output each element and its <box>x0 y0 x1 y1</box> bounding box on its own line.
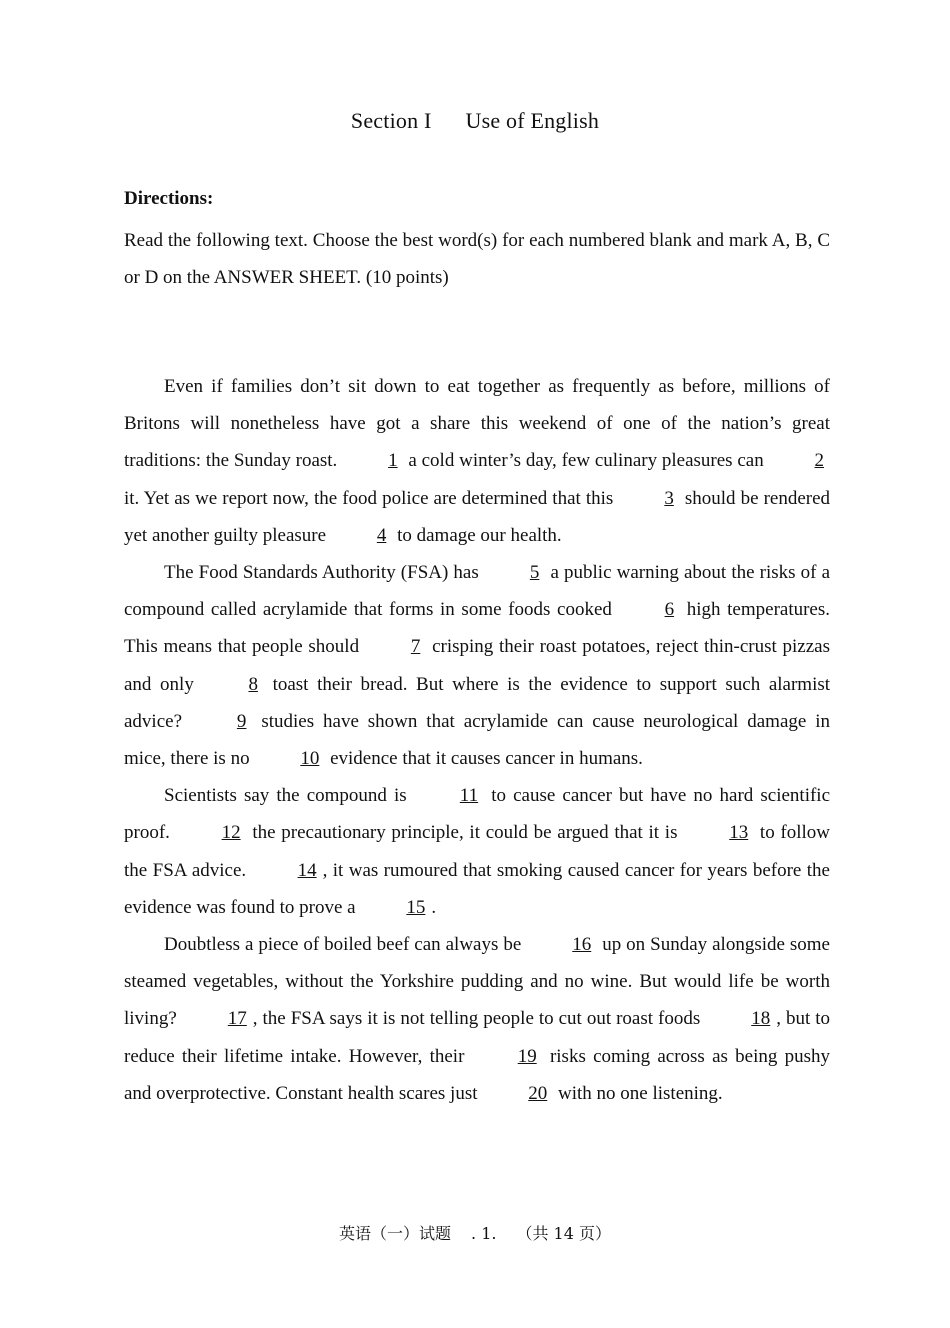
blank-4: 4 <box>376 524 387 546</box>
blank-8: 8 <box>248 673 258 695</box>
passage-text: should be rendered yet another guilty pleasure <box>124 487 831 546</box>
blank-7: 7 <box>410 636 421 658</box>
passage-text: crisping their roast potatoes, reject thin-crust pizzas and only <box>124 636 831 695</box>
blank-11: 11 <box>459 785 479 807</box>
passage-text: Scientists say the compound is <box>164 785 407 807</box>
blank-2: 2 <box>814 450 825 472</box>
blank-17: 17 <box>227 1008 247 1030</box>
blank-9: 9 <box>236 710 247 732</box>
paragraph-2 <box>124 554 830 777</box>
blank-3: 3 <box>664 487 674 509</box>
passage-text: risks coming across as being pushy and overprotective. Constant health scares just <box>124 1045 831 1104</box>
page-footer <box>0 1221 950 1244</box>
blank-5: 5 <box>529 562 540 584</box>
passage-text: a public warning about the risks of a compound called acrylamide that forms in some foods cooked <box>124 562 831 621</box>
directions-text: Read the following text. Choose the best word(s) for each numbered blank and mark A, B, C or D on the ANSWER SHEET. (10 points) <box>124 230 830 288</box>
passage-text: to cause cancer but have no hard scientific proof. <box>124 785 831 844</box>
section-label: Section I <box>350 108 432 133</box>
paragraph-4 <box>124 926 830 1112</box>
blank-6: 6 <box>664 599 675 621</box>
blank-13: 13 <box>729 822 749 844</box>
blank-15: 15 <box>406 896 426 918</box>
blank-10: 10 <box>300 748 320 770</box>
passage-text: studies have shown that acrylamide can cause neurological damage in mice, there is no <box>124 710 830 770</box>
passage-text: up on Sunday alongside some steamed vegetables, without the Yorkshire pudding and no wine. But would life be worth living? <box>124 934 830 1030</box>
passage-text: the precautionary principle, it could be argued that it is <box>252 822 678 844</box>
passage-text: a cold winter’s day, few culinary pleasures can <box>408 450 764 472</box>
page-number: . 1. <box>471 1224 497 1243</box>
passage-text: high temperatures. This means that people should <box>124 599 831 658</box>
passage-text: . <box>431 896 437 918</box>
passage-text: toast their bread. But where is the evidence to support such alarmist advice? <box>124 673 831 732</box>
footer-subject: 英语（一）试题 <box>339 1224 452 1243</box>
blank-1: 1 <box>388 450 398 472</box>
passage-text: with no one listening. <box>558 1082 723 1104</box>
cloze-passage <box>124 368 830 1112</box>
section-subject: Use of English <box>465 108 600 133</box>
section-title <box>0 108 950 134</box>
page-total: （共 14 页） <box>516 1224 611 1243</box>
passage-text: to damage our health. <box>397 524 562 546</box>
blank-18: 18 <box>751 1008 771 1030</box>
passage-text: , but to reduce their lifetime intake. However, their <box>124 1008 831 1067</box>
blank-20: 20 <box>528 1082 548 1104</box>
blank-19: 19 <box>517 1045 537 1067</box>
blank-16: 16 <box>572 934 592 956</box>
passage-text: , it was rumoured that smoking caused cancer for years before the evidence was found to prove a <box>124 859 830 918</box>
blank-12: 12 <box>221 822 241 844</box>
paragraph-3 <box>124 777 830 926</box>
blank-14: 14 <box>297 859 317 881</box>
passage-text: it. Yet as we report now, the food police are determined that this <box>124 487 614 509</box>
paragraph-1 <box>124 368 830 554</box>
passage-text: , the FSA says it is not telling people to cut out roast foods <box>252 1008 701 1030</box>
passage-text: The Food Standards Authority (FSA) has <box>164 562 479 584</box>
passage-text: to follow the FSA advice. <box>124 822 831 881</box>
passage-text: evidence that it causes cancer in humans. <box>330 748 643 770</box>
passage-text: Doubtless a piece of boiled beef can always be <box>164 934 522 956</box>
directions-heading: Directions: <box>124 188 214 209</box>
passage-text: Even if families don’t sit down to eat together as frequently as before, millions of Britons will nonetheless have got a share this weekend of one of the nation’s great traditions: the Sunday roast. <box>124 376 830 472</box>
